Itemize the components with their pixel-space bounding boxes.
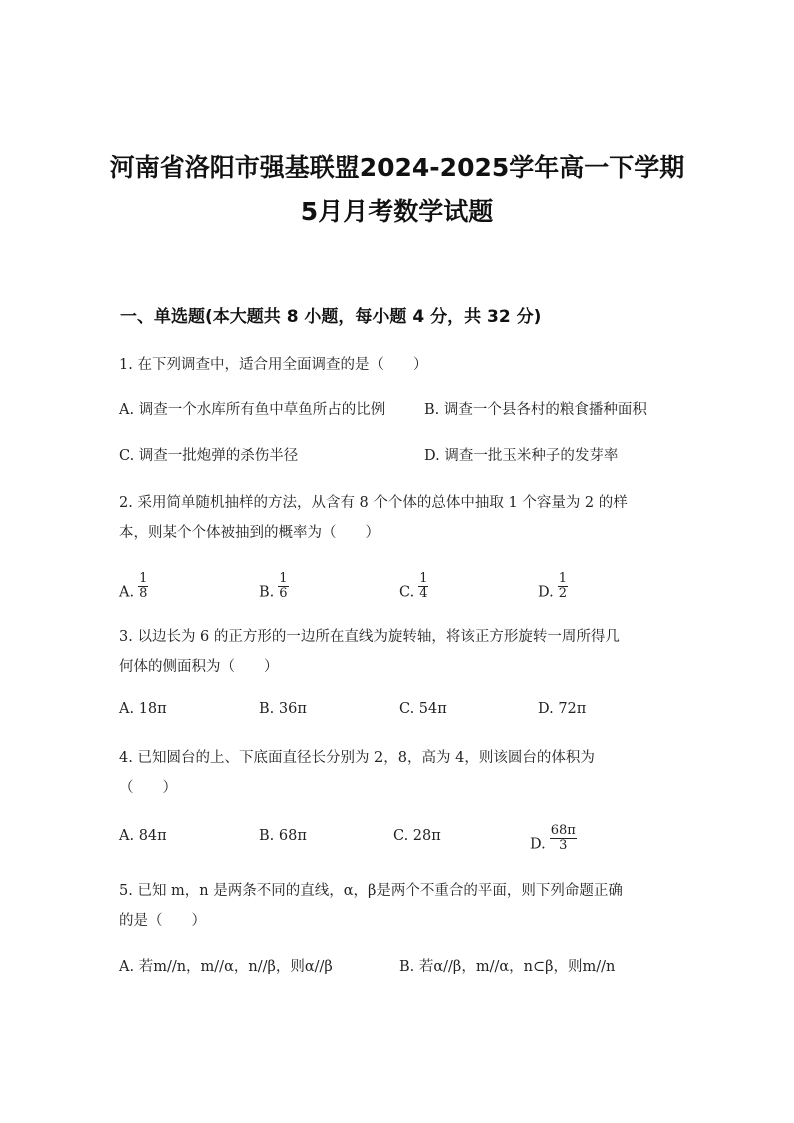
- fraction-denominator: 6: [279, 586, 288, 601]
- question-4-stem-line-1: 4. 已知圆台的上、下底面直径长分别为 2，8，高为 4，则该圆台的体积为: [119, 750, 595, 766]
- page-title-line-1: 河南省洛阳市强基联盟2024-2025学年高一下学期: [109, 153, 685, 182]
- fraction: [558, 572, 568, 601]
- question-4-stem-line-2: （ ）: [119, 780, 177, 796]
- option-label: D.: [530, 836, 546, 853]
- fraction-denominator: 4: [419, 586, 428, 601]
- section-heading: 一、单选题(本大题共 8 小题，每小题 4 分，共 32 分): [120, 307, 542, 327]
- fraction-numerator: 1: [419, 571, 428, 586]
- question-1-option-a: A. 调查一个水库所有鱼中草鱼所占的比例: [119, 402, 386, 418]
- fraction-numerator: 1: [139, 571, 148, 586]
- question-2-option-a: [119, 571, 148, 607]
- fraction-denominator: 3: [559, 838, 568, 853]
- fraction: [138, 572, 148, 601]
- option-label: A.: [119, 584, 135, 601]
- question-4-option-c: C. 28π: [393, 828, 441, 844]
- question-3-option-b: B. 36π: [259, 701, 307, 717]
- fraction: [418, 572, 428, 601]
- question-3-option-a: A. 18π: [119, 701, 167, 717]
- question-3-option-c: C. 54π: [399, 701, 447, 717]
- question-1-option-d: D. 调查一批玉米种子的发芽率: [424, 448, 619, 464]
- option-label: B.: [259, 584, 275, 601]
- fraction-denominator: 8: [139, 586, 148, 601]
- fraction: [278, 572, 288, 601]
- fraction: [550, 824, 577, 853]
- question-5-option-b: B. 若α//β，m//α，n⊂β，则m//n: [399, 959, 616, 975]
- question-4-option-b: B. 68π: [259, 828, 307, 844]
- question-5-stem-line-1: 5. 已知 m，n 是两条不同的直线，α，β是两个不重合的平面，则下列命题正确: [119, 883, 623, 899]
- option-label: C.: [399, 584, 415, 601]
- question-2-option-d: [538, 571, 568, 607]
- question-1-option-c: C. 调查一批炮弹的杀伤半径: [119, 448, 299, 464]
- question-3-stem-line-1: 3. 以边长为 6 的正方形的一边所在直线为旋转轴，将该正方形旋转一周所得几: [119, 629, 620, 645]
- question-4-option-d: [530, 823, 577, 859]
- question-2-stem-line-2: 本，则某个个体被抽到的概率为（ ）: [119, 525, 380, 541]
- fraction-numerator: 1: [558, 571, 567, 586]
- page-title-line-2: 5月月考数学试题: [300, 197, 494, 226]
- question-2-stem-line-1: 2. 采用简单随机抽样的方法，从含有 8 个个体的总体中抽取 1 个容量为 2 的样: [119, 495, 628, 511]
- question-5-option-a: A. 若m//n，m//α，n//β，则α//β: [119, 959, 333, 975]
- question-2-option-b: [259, 571, 289, 607]
- question-3-option-d: D. 72π: [538, 701, 587, 717]
- fraction-denominator: 2: [558, 586, 567, 601]
- question-3-stem-line-2: 何体的侧面积为（ ）: [119, 659, 279, 675]
- question-5-stem-line-2: 的是（ ）: [119, 913, 206, 929]
- fraction-numerator: 68π: [550, 823, 576, 838]
- question-1-option-b: B. 调查一个县各村的粮食播种面积: [424, 402, 647, 418]
- question-1-stem: 1. 在下列调查中，适合用全面调查的是（ ）: [119, 357, 428, 373]
- option-label: D.: [538, 584, 554, 601]
- question-2-option-c: [399, 571, 428, 607]
- question-4-option-a: A. 84π: [119, 828, 167, 844]
- fraction-numerator: 1: [279, 571, 288, 586]
